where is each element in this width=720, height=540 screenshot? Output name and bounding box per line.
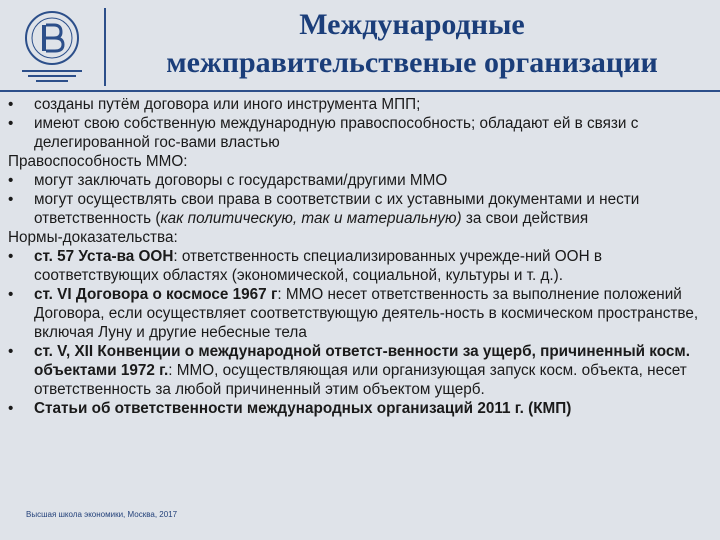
bullet-marker: • xyxy=(8,115,14,132)
university-logo xyxy=(14,8,90,88)
norm-reference: ст. 57 Уста-ва ООН xyxy=(34,248,174,265)
slide-body xyxy=(8,95,708,418)
list-item xyxy=(8,342,708,399)
bullet-emphasis: как политическую, так и материальную) xyxy=(160,210,462,227)
bullet-text: : ответственность специализированных учрежде-ний ООН в соответствующих областях (экономической, социальной, культуры и т. д.). xyxy=(34,248,603,284)
section-heading: Правоспособность ММО: xyxy=(8,153,188,170)
list-item xyxy=(8,247,708,285)
slide-footer: Высшая школа экономики, Москва, 2017 xyxy=(26,510,178,519)
norm-reference: Статьи об ответственности международных организаций 2011 г. (КМП) xyxy=(34,400,572,417)
norm-reference: ст. V, XII Конвенции о международной ответст-венности за ущерб, причиненный косм. объектами 1972 г. xyxy=(34,343,690,379)
bullet-marker: • xyxy=(8,248,14,265)
bullet-text: : ММО несет ответственность за выполнение положений Договора, если осуществляет соответствующую деятель-ность в космическом пространстве, включая Луну и другие небесные тела xyxy=(34,286,699,341)
header-divider xyxy=(104,8,106,86)
bullet-text: могут заключать договоры с государствами/другими ММО xyxy=(34,172,448,189)
bullet-marker: • xyxy=(8,191,14,208)
bullet-marker: • xyxy=(8,343,14,360)
list-item xyxy=(8,114,708,152)
list-item xyxy=(8,190,708,228)
bullet-text-end: за свои действия xyxy=(461,210,589,227)
bullet-text: созданы путём договора или иного инструмента МПП; xyxy=(34,96,421,113)
bullet-text: имеют свою собственную международную правоспособность; обладают ей в связи с делегированной гос-вами властью xyxy=(34,115,639,151)
list-item xyxy=(8,285,708,342)
list-item xyxy=(8,171,708,190)
slide-title xyxy=(112,6,712,82)
bullet-marker: • xyxy=(8,286,14,303)
bullet-text: : ММО, осуществляющая или организующая запуск косм. объекта, несет ответственность за любой причиненный этим объектом ущерб. xyxy=(34,362,687,398)
header-rule xyxy=(0,90,720,92)
bullet-marker: • xyxy=(8,172,14,189)
section-heading: Нормы-доказательства: xyxy=(8,229,178,246)
bullet-marker: • xyxy=(8,400,14,417)
title-line-2: межправительственые организации xyxy=(166,46,658,79)
list-item xyxy=(8,95,708,114)
bullet-marker: • xyxy=(8,96,14,113)
list-item xyxy=(8,399,708,418)
bullet-text: могут осуществлять свои права в соответствии с их уставными документами и нести ответственность ( xyxy=(34,191,640,227)
slide-header xyxy=(0,0,720,92)
title-line-1: Международные xyxy=(299,8,525,41)
norm-reference: ст. VI Договора о космосе 1967 г xyxy=(34,286,278,303)
